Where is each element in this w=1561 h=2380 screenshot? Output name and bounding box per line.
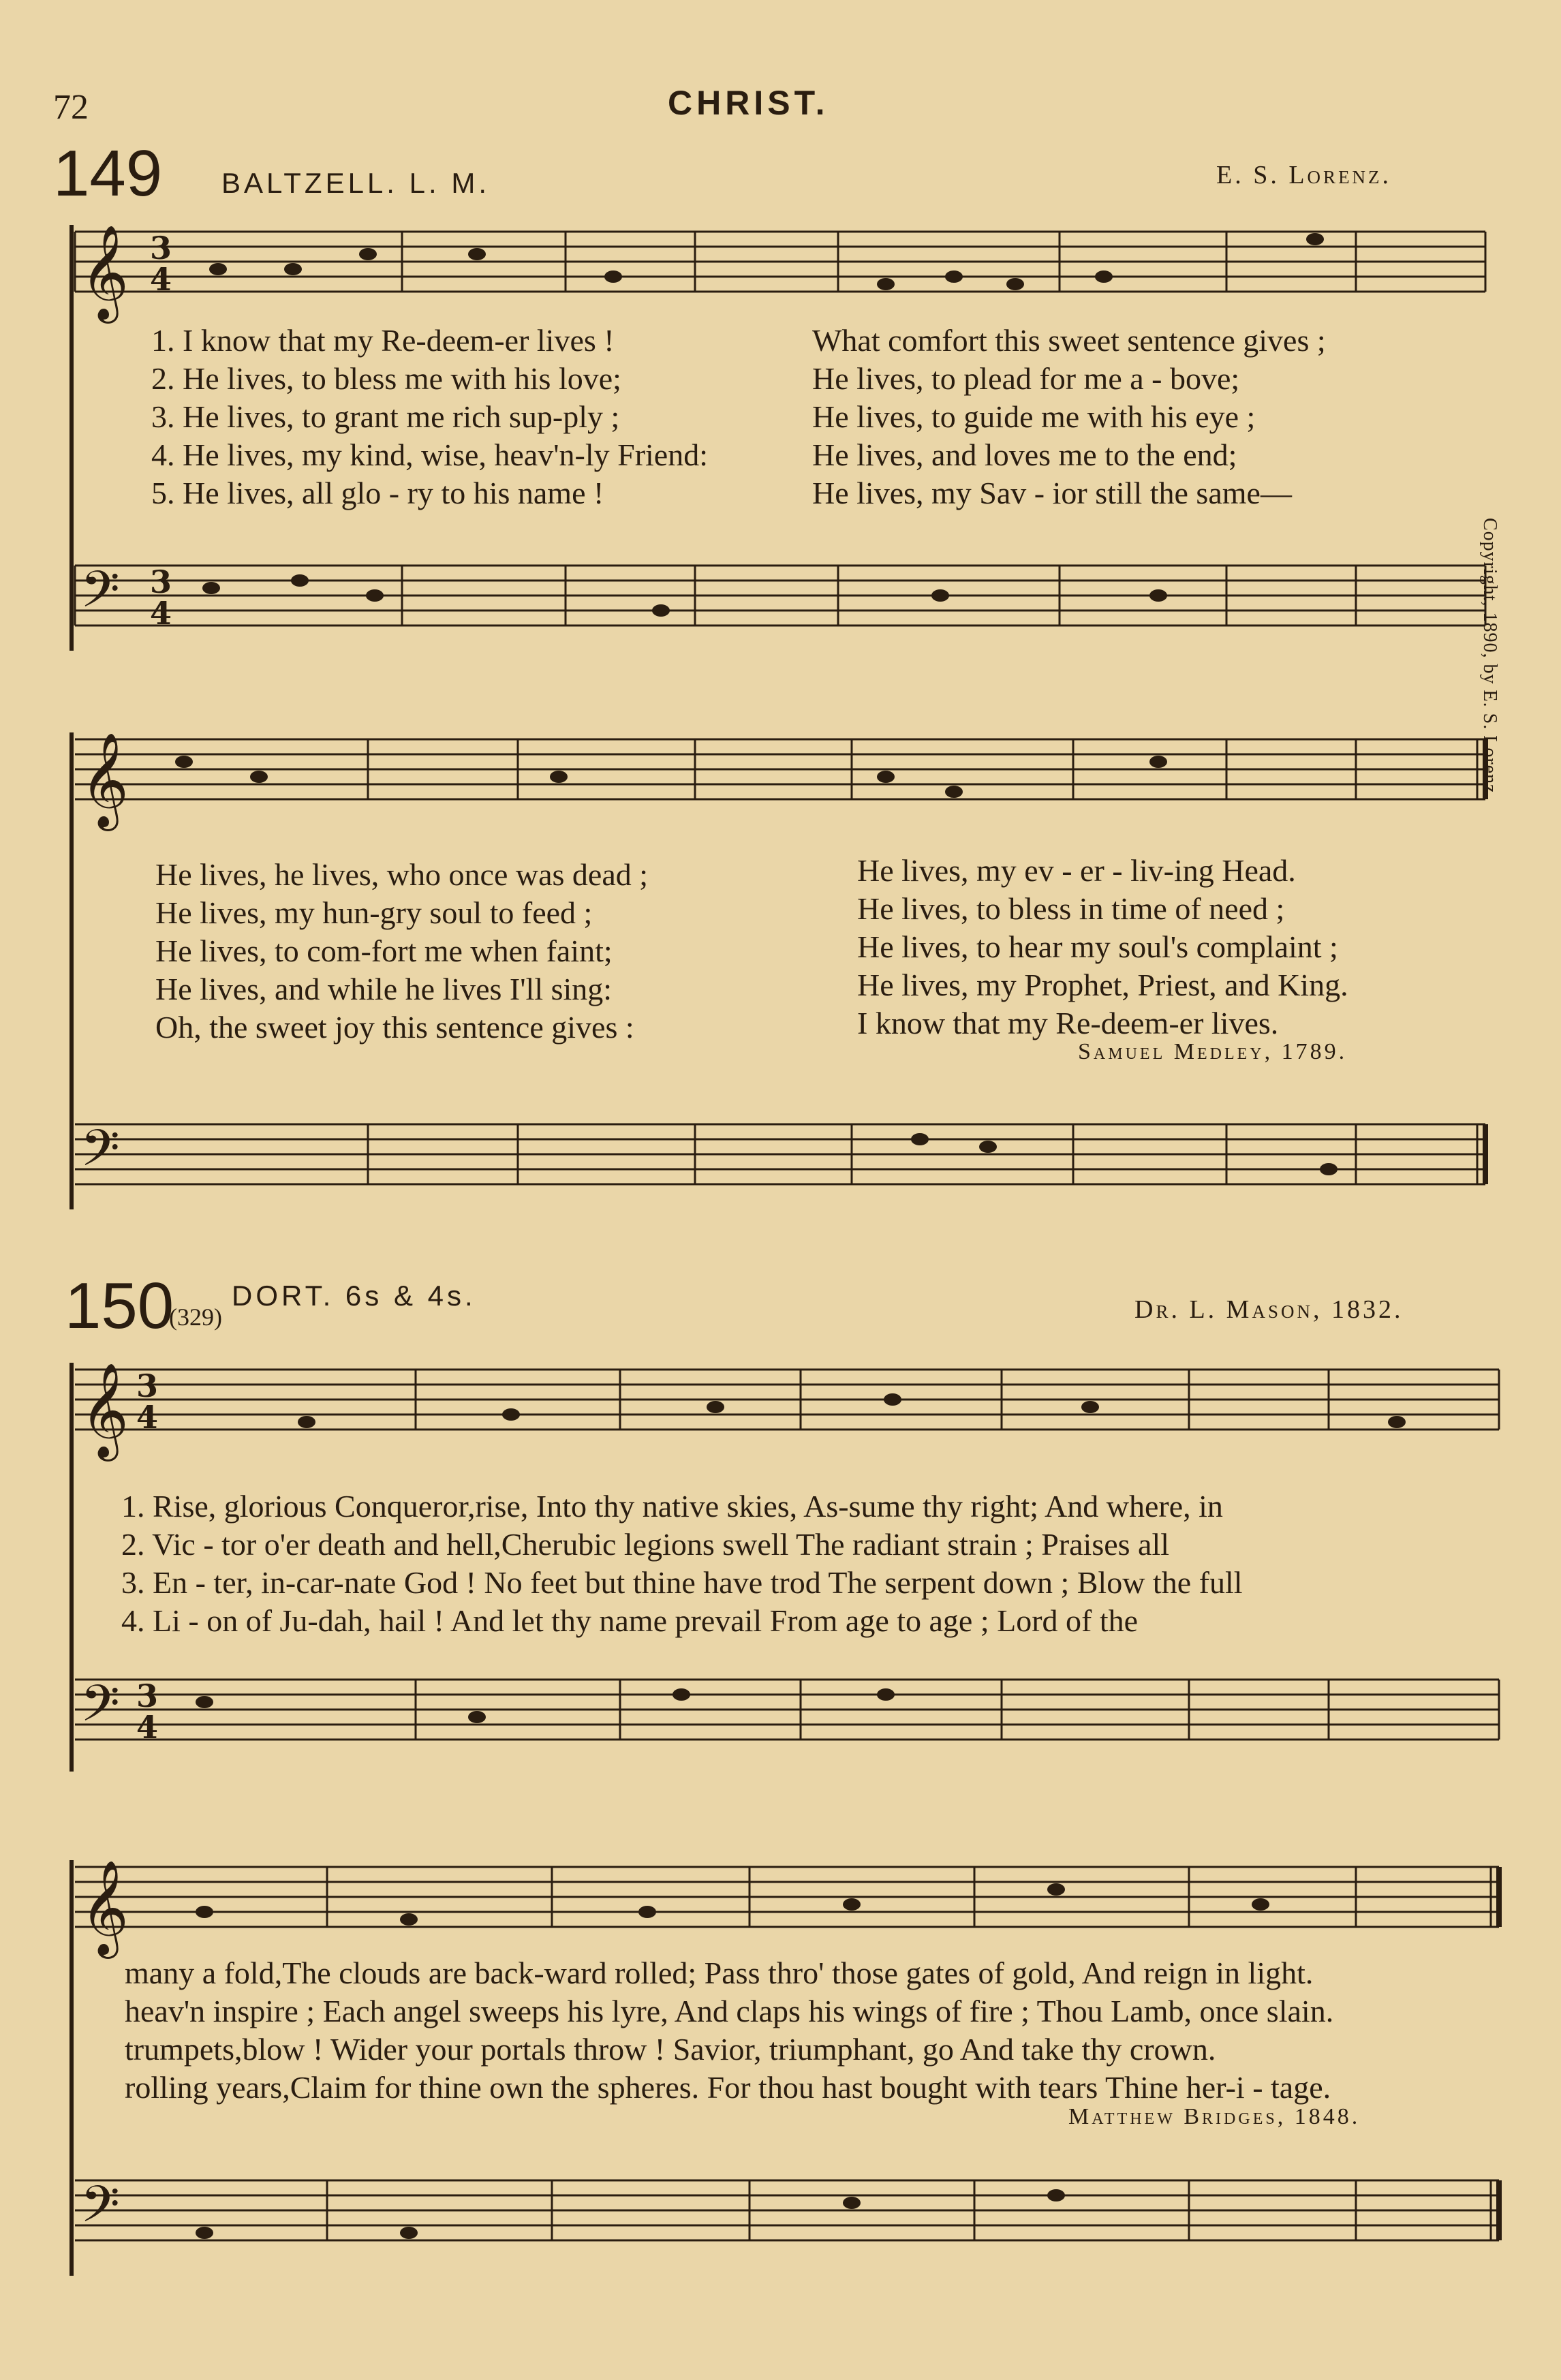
svg-text:4: 4 [150, 261, 172, 298]
hymn-150-number: 150 [65, 1269, 174, 1342]
svg-text:3: 3 [150, 563, 172, 600]
svg-text:4: 4 [150, 595, 172, 632]
staff-150-bass-1 [75, 1680, 1499, 1740]
svg-text:3: 3 [150, 230, 172, 266]
note-heads [175, 233, 1406, 2239]
hymn-149-verses-right-2: He lives, my ev - er - liv-ing Head. He lives, to bless in time of need ; He lives, to hear my soul's complaint ; He lives, my Prophet, Priest, and King. I know that my Re-deem-er lives. [857, 853, 1348, 1040]
staff-149-bass-2 [75, 1124, 1485, 1184]
hymn-150-verses-2: many a fold,The clouds are back-ward rolled; Pass thro' those gates of gold, And reign in light. heav'n inspire ; Each angel sweeps his lyre, And claps his wings of fire ; Thou Lamb, once slain. trumpets,blow ! Wider your portals throw ! Savior, triumphant, go And take thy crown. rolling years,Claim for thine own the spheres. For thou hast bought with tears Thine her-i - tage. [125, 1956, 1334, 2105]
hymn-149-author: Samuel Medley, 1789. [1078, 1039, 1348, 1064]
svg-text:3: 3 [136, 1367, 159, 1404]
staff-149-bass-1 [75, 566, 1485, 625]
hymn-149-copyright: Copyright, 1890, by E. S. Lorenz. [1479, 518, 1500, 799]
hymn-149-verses-left-1: 1. I know that my Re-deem-er lives ! 2. He lives, to bless me with his love; 3. He lives, to grant me rich sup-ply ; 4. He lives, my kind, wise, heav'n-ly Friend: 5. He lives, all glo - ry to his name ! [151, 323, 708, 510]
svg-text:4: 4 [136, 1399, 159, 1436]
hymn-149-composer: E. S. Lorenz. [1216, 161, 1392, 189]
hymn-149-verses-right-1: What comfort this sweet sentence gives ; He lives, to plead for me a - bove; He lives, to guide me with his eye ; He lives, and loves me to the end; He lives, my Sav - ior still the same— [812, 323, 1326, 510]
svg-text:4: 4 [136, 1709, 159, 1746]
hymn-149-verses-left-2: He lives, he lives, who once was dead ; He lives, my hun-gry soul to feed ; He lives, to com-fort me when faint; He lives, and while he lives I'll sing: Oh, the sweet joy this sentence gives : [155, 857, 649, 1045]
svg-text:3: 3 [136, 1678, 159, 1714]
bass-clef-icon: 𝄢 [80, 1119, 120, 1190]
treble-clef-icon: 𝄞 [80, 225, 129, 320]
page-number: 72 [53, 88, 89, 127]
treble-clef-icon: 𝄞 [80, 1363, 129, 1457]
hymn-150-alt-number: (329) [169, 1303, 222, 1331]
bass-clef-icon: 𝄢 [80, 1674, 120, 1746]
hymn-150-composer: Dr. L. Mason, 1832. [1134, 1295, 1404, 1324]
treble-clef-icon: 𝄞 [80, 732, 129, 827]
hymn-150-author: Matthew Bridges, 1848. [1068, 2104, 1361, 2129]
hymn-149-tune: BALTZELL. L. M. [221, 167, 490, 199]
treble-clef-icon: 𝄞 [80, 1860, 129, 1955]
hymn-150-tune: DORT. 6s & 4s. [232, 1280, 476, 1312]
section-header: CHRIST. [668, 84, 829, 122]
hymn-150-verses-1: 1. Rise, glorious Conqueror,rise, Into thy native skies, As-sume thy right; And where, in 2. Vic - tor o'er death and hell,Cherubic legions swell The radiant strain ; Praises all 3. En - ter, in-car-nate God ! No feet but thine have trod The serpent down ; Blow the full 4. Li - on of Ju-dah, hail ! And let thy name prevail From age to age ; Lord of the [121, 1489, 1243, 1638]
staff-150-bass-2 [75, 2180, 1499, 2240]
hymn-149-number: 149 [53, 137, 163, 210]
bass-clef-icon: 𝄢 [80, 560, 120, 632]
bass-clef-icon: 𝄢 [80, 2175, 120, 2246]
